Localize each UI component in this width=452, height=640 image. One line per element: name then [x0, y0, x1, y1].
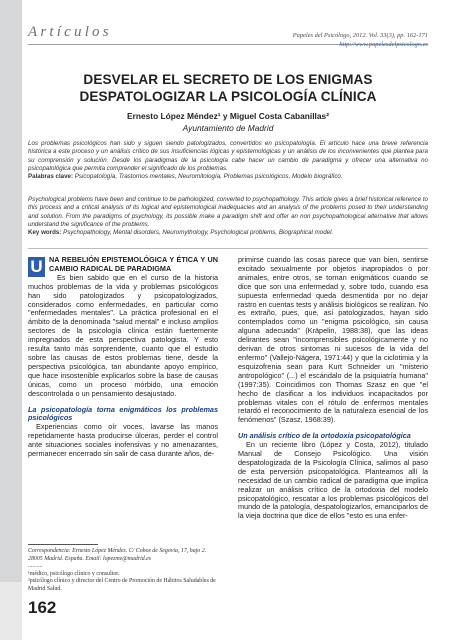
article-title — [28, 72, 428, 105]
keywords-es-label: Palabras clave: — [28, 173, 74, 181]
journal-url[interactable]: http://www.papelesdelpsicologo.es — [339, 41, 428, 48]
section-heading-1: NA REBELIÓN EPISTEMOLÓGICA Y ÉTICA Y UN CAMBIO RADICAL DE PARADIGMA — [49, 255, 218, 273]
section-label: Artículos — [28, 24, 112, 40]
drop-cap: U — [28, 257, 45, 277]
subsection-heading: Un análisis crítico de la ortodoxia psicopatológica — [238, 431, 411, 441]
author-affiliation: Ayuntamiento de Madrid — [182, 123, 274, 133]
body-paragraph: En un reciente libro (López y Costa, 2012), titulado Manual de Consejo Psicológico. Una visión despatologizada de la Psicología Clínica, salimos al paso de esta perversión psicopatológica. Planteamos allí la necesidad de un cambio radical de paradigma que implica realizar un análisis crítico de la ortodoxia del modelo psicopatológico, rescatar a los problemas psicológicos del mundo de la patología, despatologizarlos, emanciparlos de la vieja doctrina que dice de ellos "esto es una enfer- — [238, 440, 428, 521]
journal-reference — [293, 31, 428, 49]
body-column-left — [28, 256, 218, 542]
body-paragraph: Es bien sabido que en el curso de la historia muchos problemas de la vida y problemas psicológicos han sido patologizados y psicopatologizados, considerados como enfermedades, en particular como "enfermedades mentales". La práctica profesional en el ámbito de la denominada "salud mental" e incluso amplios sectores de la psicología clínica están fuertemente impregnados de esta perspectiva patologista. Y esto resulta tanto más sorprendente, cuanto que el estudio sobre las causas de estos problemas tiene, desde la perspectiva psicológica, tan abundante apoyo empírico, que hace insostenible explicarlos sobre la base de causas únicas, como un proceso mórbido, una emoción descontrolada o un pensamiento desajustado. — [28, 272, 218, 398]
page-side-rail — [0, 0, 22, 640]
page-number: 162 — [28, 598, 57, 617]
journal-citation: Papeles del Psicólogo, 2012. Vol. 33(3), pp. 162-171 — [292, 32, 428, 39]
abstract-en-text: Psychological problems have been and continue to be pathologized, converted to psychopathology. This article gives a brief historical reference to this process and a critical analysis of its logical and epistemological inadequacies and an analysis of the problems posed to their understanding and solution. From the paradigms of psychology, its possible make a paradigm shift and offer an non psychopathological alternative that allows understand the significance of the problems. — [28, 196, 428, 229]
subsection-heading: La psicopatología torna enigmáticos los problemas psicológicos — [28, 404, 218, 423]
keywords-en: Psychopathology, Mental disorders, Neuromythology, Psychological problems, Biographical model. — [61, 229, 334, 237]
body-paragraph: primirse cuando las cosas parece que van bien, sentirse excitado sexualmente por objetos inapropiados o por animales, entre otros, se tornan enigmáticos cuando se dice que son una enfermedad y, sobre todo, cuando esa supuesta enfermedad queda desmentida por no dejar rastro en cuentas tests y análisis biológicos se realizan. No es extraño, pues, que, así patologizados, hayan sido contemplados como un "enigma psicológico, sin causa alguna adecuada" (Kräpelin, 1988:38), que las ideas delirantes sean "incomprensibles psicológicamente y no derivan de otros sintomas ni sucesos de la vida del enfermo" (Vallejo-Nágera, 1971:44) y que la ciclotimia y la esquizofrenia sean para Kurt Schneider un "misterio antropológico" (...) el escándalo de la psiquiatría humana" (1997:35). Coincidimos con Thomas Szasz en que "el hecho de clasificar a los individuos incapacitados por problemas vitales con el rótulo de enfermos mentales retardó el reconocimiento de la naturaleza esencial de los fenómenos" (Szasz, 1968:39). — [238, 255, 428, 425]
footnote-rule — [28, 544, 98, 545]
body-column-right — [238, 256, 428, 521]
abstract-spanish — [28, 140, 428, 182]
correspondence-note: Correspondencia: Ernesto López Méndez. C/ Cobos de Segovia, 17, bajo 2. 28005 Madrid. España. Email: lopezme@madrid.es — [28, 548, 207, 562]
abstract-divider — [28, 248, 428, 249]
footnote-1: ¹médico, psicólogo clínico y consultor. — [28, 570, 120, 577]
keywords-es: Psicopatología, Trastornos mentales, Neuromitología, Problemas psicológicos, Modelo biográfico. — [73, 173, 343, 181]
footnote-separator: .......... — [28, 563, 43, 569]
title-line-2: DESPATOLOGIZAR LA PSICOLOGÍA CLÍNICA — [79, 88, 377, 104]
page-side-rail-bottom — [0, 582, 22, 640]
abstract-es-text: Los problemas psicológicos han sido y siguen siendo patologizados, convertidos en psicopatología. El artículo hace una breve referencia histórica a este proceso y un análisis crítico de sus insuficiencias lógicas y epistemológicas y un análisis de los inconvenientes que plantea para su comprensión y solución. Desde los paradigmas de la psicología cabe hacer un cambio de paradigma y ofrecer una alternativa no psicopatológica que permita comprender el significado de los problemas. — [28, 140, 428, 173]
body-paragraph: Experiencias como oír voces, lavarse las manos repetidamente hasta producirse úlceras, perder el control ante situaciones sociales inofensivas y no amenazantes, permanecer encerrado sin salir de casa durante años, de- — [28, 422, 218, 459]
title-line-1: DESVELAR EL SECRETO DE LOS ENIGMAS — [83, 72, 373, 87]
footnotes — [28, 548, 218, 593]
article-authors: Ernesto López Méndez¹ y Miguel Costa Cabanillas² — [127, 111, 329, 121]
abstract-english — [28, 196, 428, 238]
keywords-en-label: Key words: — [28, 229, 62, 237]
footnote-2: ²psicólogo clínico y director del Centro de Promoción de Hábitos Saludables de Madrid Salud. — [28, 578, 216, 592]
